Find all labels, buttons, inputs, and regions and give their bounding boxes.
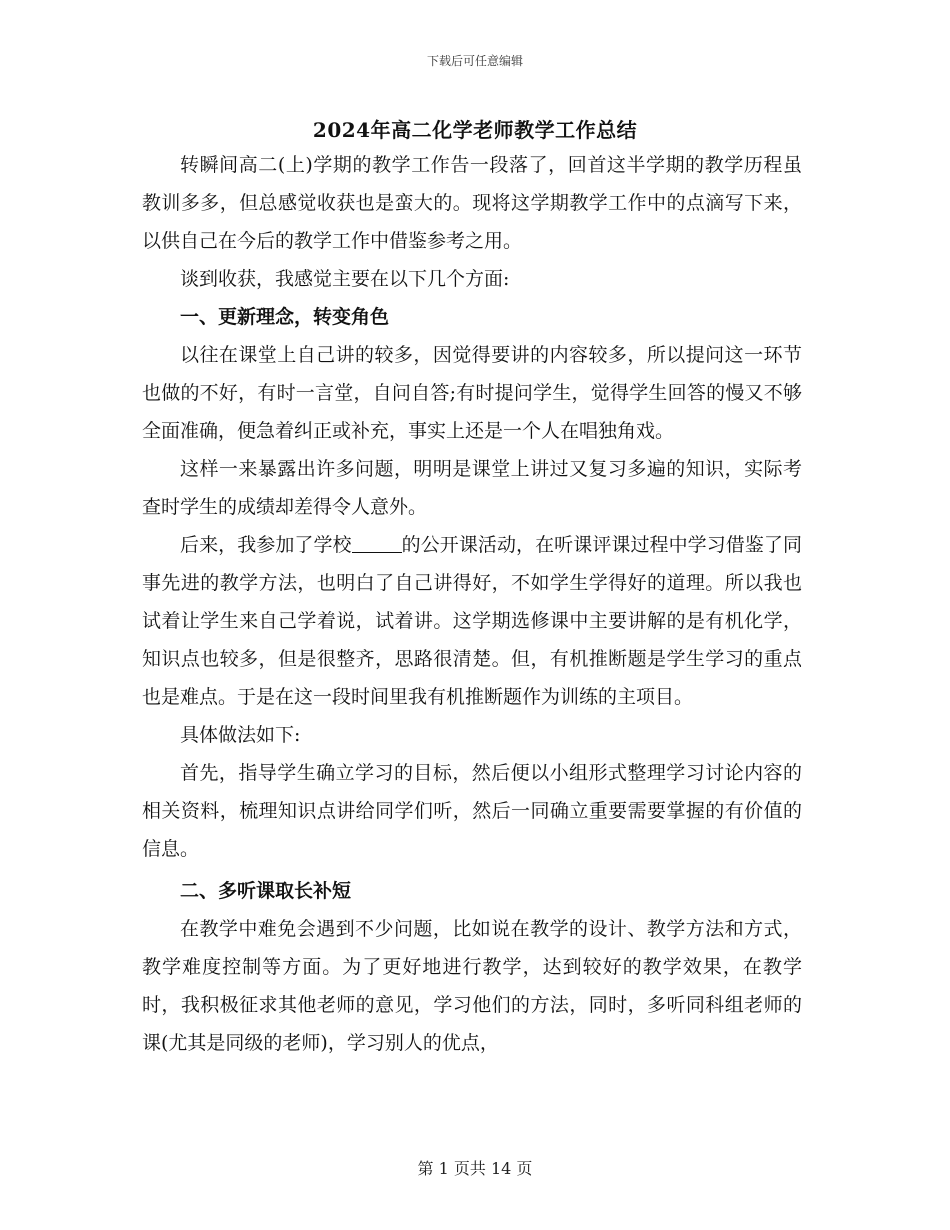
document-body: [142, 146, 802, 1062]
paragraph-later-prefix: 后来，我参加了学校: [180, 534, 352, 556]
fill-in-blank: [352, 534, 402, 553]
paragraph-first-step: 首先，指导学生确立学习的目标，然后便以小组形式整理学习讨论内容的相关资料，梳理知识点讲给同学们听，然后一同确立重要需要掌握的有价值的信息。: [142, 762, 802, 860]
document-title: 2024年高二化学老师教学工作总结: [312, 118, 638, 142]
paragraph-later: [142, 526, 802, 716]
page-header-note: 下载后可任意编辑: [426, 54, 523, 68]
paragraph-past-teaching: 以往在课堂上自己讲的较多，因觉得要讲的内容较多，所以提问这一环节也做的不好，有时一言堂，自问自答;有时提问学生，觉得学生回答的慢又不够全面准确，便急着纠正或补充，事实上还是一个人在唱独角戏。: [142, 344, 802, 442]
paragraph-method-intro: 具体做法如下:: [180, 724, 301, 746]
paragraph-problems: 这样一来暴露出许多问题，明明是课堂上讲过又复习多遍的知识，实际考查时学生的成绩却差得令人意外。: [142, 458, 802, 518]
heading-section-2: 二、多听课取长补短: [180, 880, 352, 902]
paragraph-listen-classes: 在教学中难免会遇到不少问题，比如说在教学的设计、教学方法和方式，教学难度控制等方面。为了更好地进行教学，达到较好的教学效果，在教学时，我积极征求其他老师的意见，学习他们的方法，同时，多听同科组老师的课(尤其是同级的老师)，学习别人的优点，: [142, 918, 802, 1054]
heading-section-1: 一、更新理念，转变角色: [180, 306, 390, 328]
page-number-footer: 第 1 页共 14 页: [417, 1159, 533, 1178]
paragraph-later-body: 的公开课活动，在听课评课过程中学习借鉴了同事先进的教学方法，也明白了自己讲得好，不如学生学得好的道理。所以我也试着让学生来自己学着说，试着讲。这学期选修课中主要讲解的是有机化学，知识点也较多，但是很整齐，思路很清楚。但，有机推断题是学生学习的重点也是难点。于是在这一段时间里我有机推断题作为训练的主项目。: [142, 534, 802, 708]
paragraph-harvest: 谈到收获，我感觉主要在以下几个方面:: [180, 268, 510, 290]
paragraph-intro: 转瞬间高二(上)学期的教学工作告一段落了，回首这半学期的教学历程虽教训多多，但总感觉收获也是蛮大的。现将这学期教学工作中的点滴写下来，以供自己在今后的教学工作中借鉴参考之用。: [142, 154, 802, 252]
